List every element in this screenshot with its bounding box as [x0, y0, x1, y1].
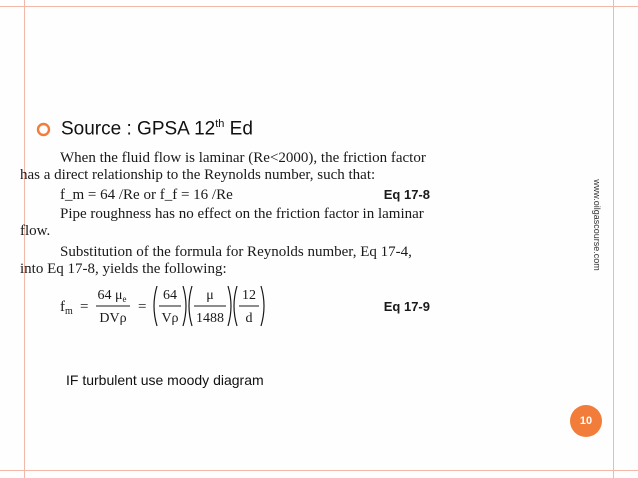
frac4-numerator: 12 — [242, 288, 256, 303]
equation-17-9-label: Eq 17-9 — [383, 299, 430, 314]
frac3-numerator: μ — [206, 288, 214, 303]
equation-17-8-label: Eq 17-8 — [383, 187, 430, 202]
para3-line2: into Eq 17-8, yields the following: — [20, 261, 227, 277]
gpsa-excerpt — [20, 150, 438, 332]
frac2-denominator: Vρ — [161, 311, 179, 326]
watermark — [590, 170, 604, 280]
margin-rule-top — [0, 6, 638, 7]
equation-17-8 — [20, 184, 438, 206]
paren-close-1 — [183, 286, 186, 326]
equation-17-9-formula — [20, 282, 438, 332]
watermark-text: www.oilgascourse.com — [592, 179, 602, 271]
margin-rule-bottom — [0, 470, 638, 471]
margin-rule-right — [613, 0, 614, 478]
paren-open-3 — [234, 286, 237, 326]
paren-open-2 — [189, 286, 192, 326]
paren-close-2 — [228, 286, 231, 326]
equation-17-8-text: f_m = 64 /Re or f_f = 16 /Re — [60, 187, 233, 203]
eq2-equals-1: = — [80, 299, 89, 315]
equation-17-9 — [20, 282, 438, 332]
frac2-numerator: 64 — [163, 288, 177, 303]
frac1-denominator: DVρ — [99, 311, 127, 326]
para2-line2: flow. — [20, 223, 51, 239]
eq2-lhs: $f_m$ — [60, 299, 73, 317]
frac1-numerator: 64 $\mu_e$ — [97, 288, 127, 304]
para1-line1: When the fluid flow is laminar (Re<2000), the friction factor — [60, 150, 426, 166]
frac4-denominator: d — [245, 311, 253, 326]
para1-line2: has a direct relationship to the Reynolds number, such that: — [20, 167, 376, 183]
para2-line1: Pipe roughness has no effect on the friction factor in laminar — [60, 206, 424, 222]
eq2-equals-2: = — [138, 299, 147, 315]
paren-open-1 — [154, 286, 157, 326]
page-number-badge: 10 — [570, 405, 602, 437]
turbulent-note: IF turbulent use moody diagram — [66, 372, 264, 388]
paren-close-3 — [261, 286, 264, 326]
source-bullet — [36, 116, 253, 142]
para3-line1: Substitution of the formula for Reynolds number, Eq 17-4, — [60, 244, 412, 260]
circle-bullet-icon — [36, 122, 51, 137]
frac3-denominator: 1488 — [196, 311, 224, 326]
source-text: Source : GPSA 12th Ed — [61, 117, 253, 140]
